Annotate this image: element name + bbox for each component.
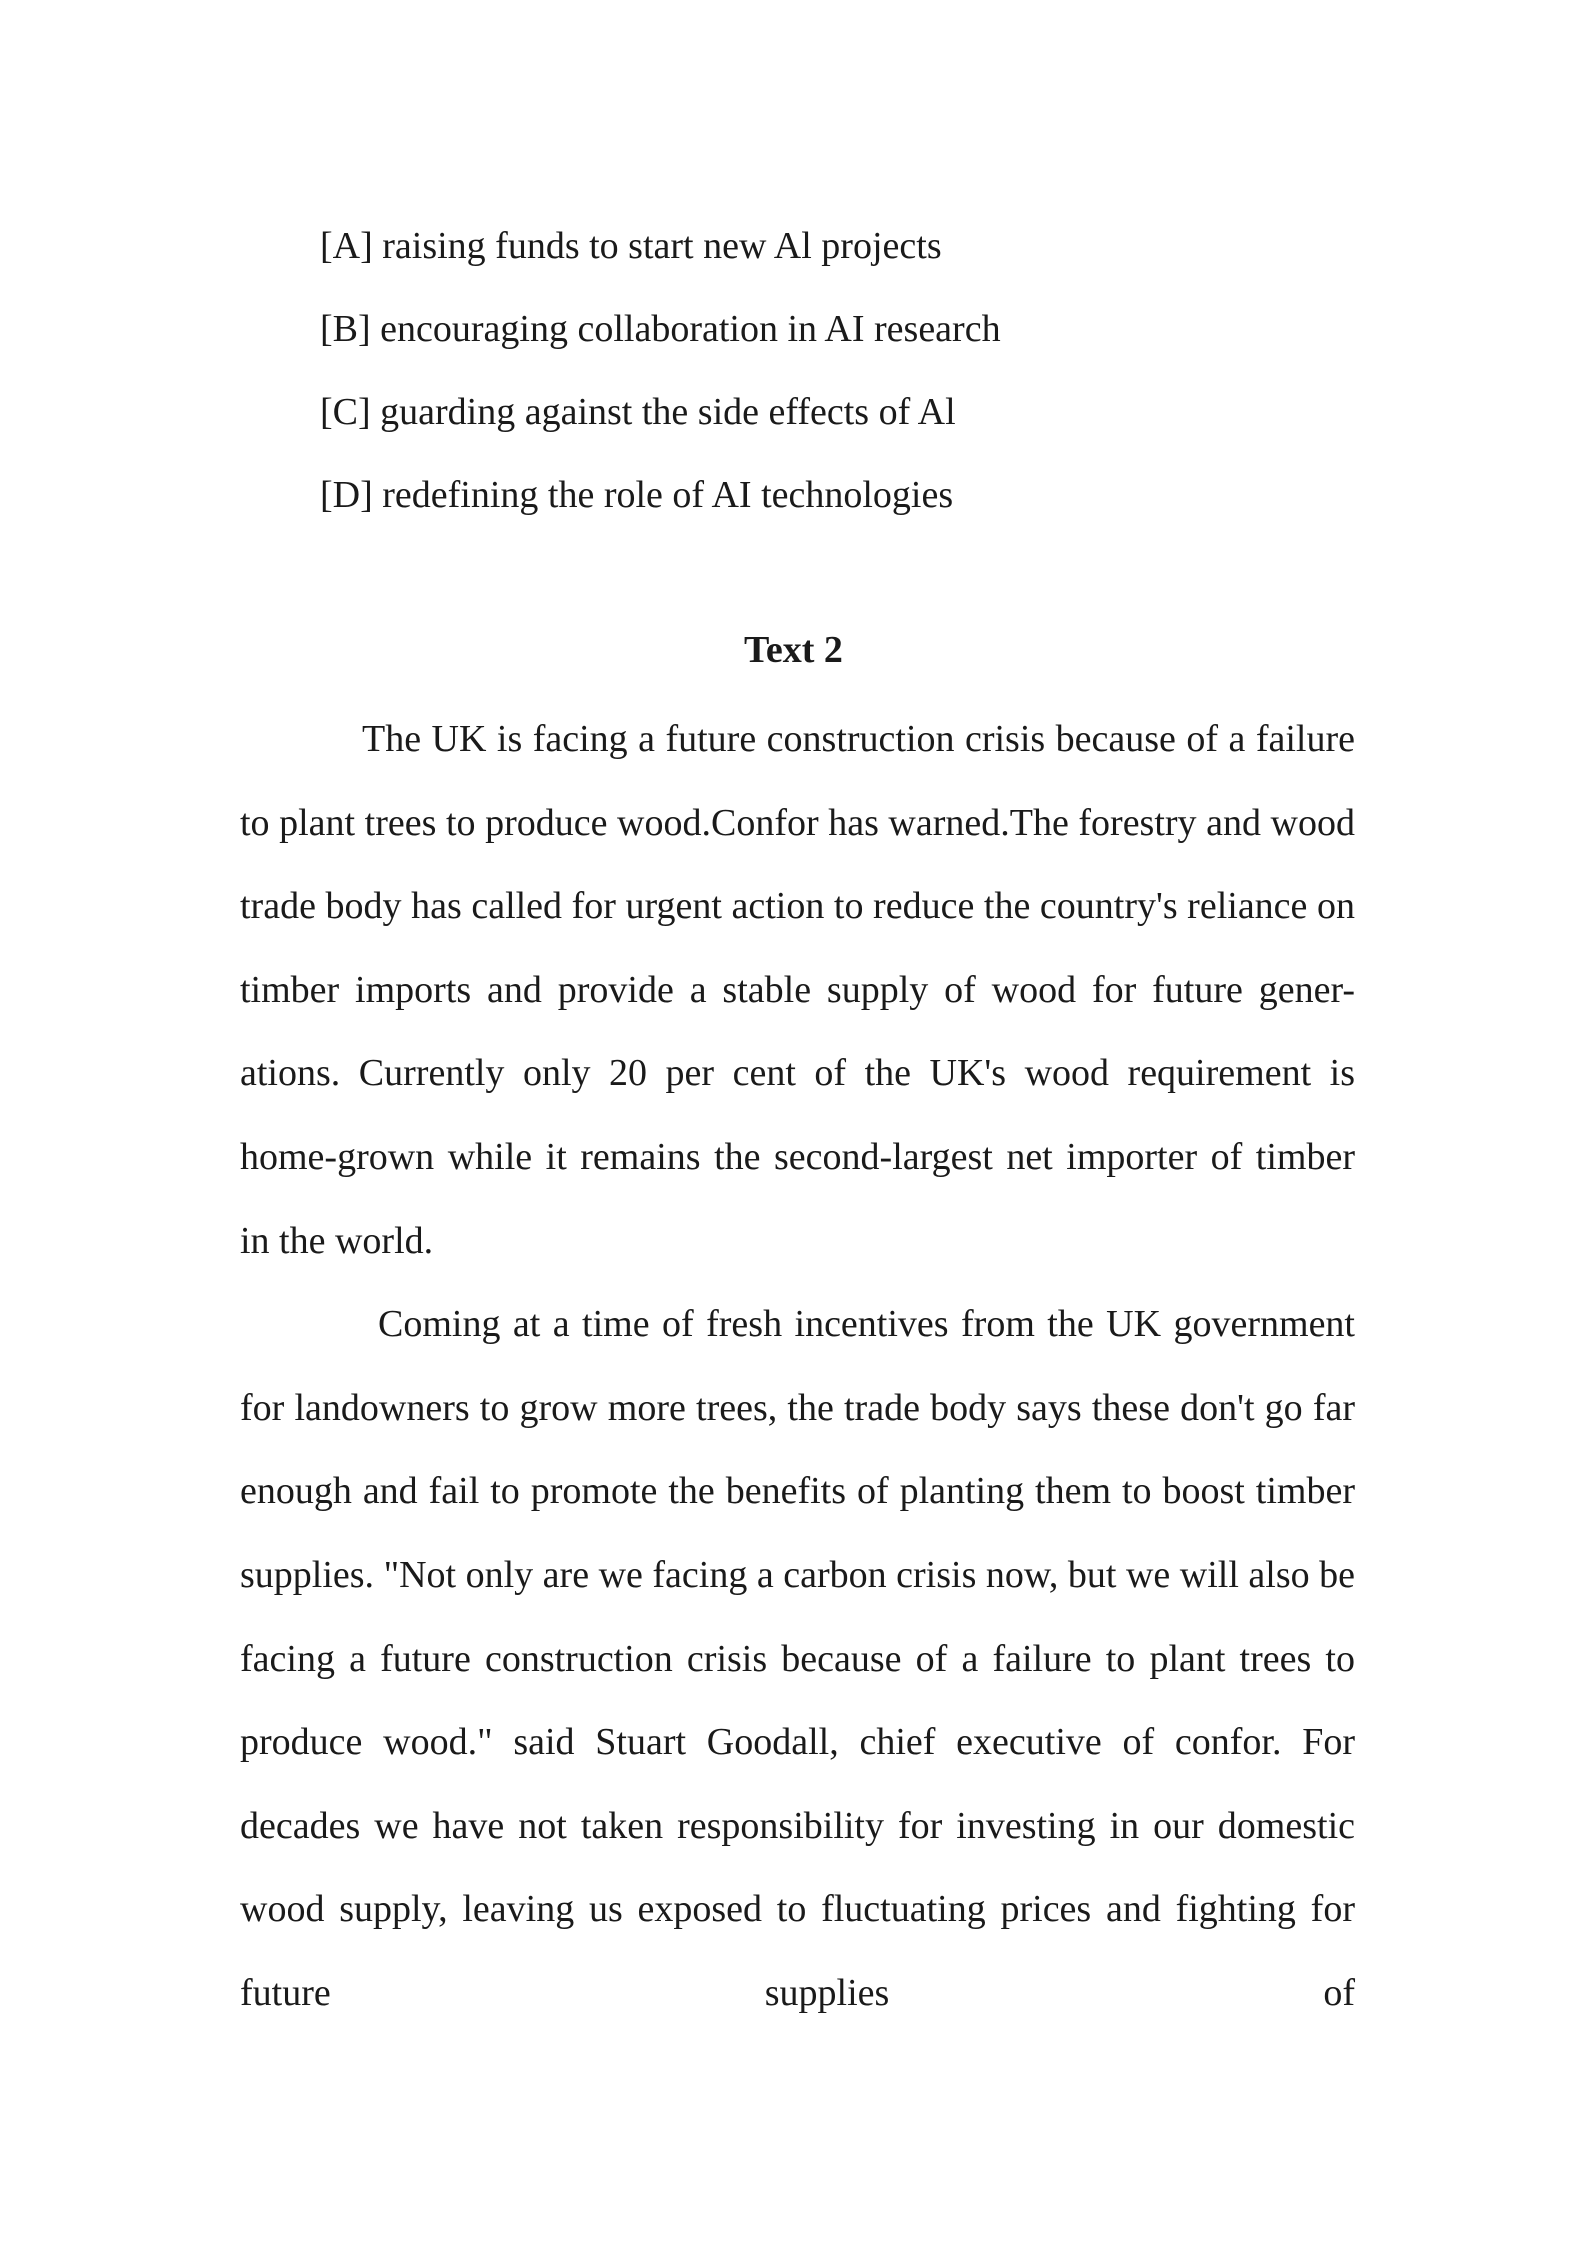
option-c: [C] guarding against the side effects of Al: [320, 391, 956, 433]
option-d: [D] redefining the role of AI technologies: [320, 474, 954, 516]
paragraph-1: The UK is facing a future construction crisis because of a failure to plant trees to produce wood.Confor has warned.The forestry and wood trade body has called for urgent action to reduce the country's reliance on timber imports and provide a stable supply of wood for future gener-ations. Currently only 20 per cent of the UK's wood requirement is home-grown while it remains the second-largest net importer of timber in the world.: [240, 718, 1355, 1262]
option-a: [A] raising funds to start new Al projects: [320, 225, 942, 267]
paragraph-2: Coming at a time of fresh incentives from the UK government for landowners to grow more trees, the trade body says these don't go far enough and fail to promote the benefits of planting them to boost timber supplies. "Not only are we facing a carbon crisis now, but we will also be facing a future construction crisis because of a failure to plant trees to produce wood." said Stuart Goodall, chief executive of confor. For decades we have not taken responsibility for investing in our domestic wood supply, leaving us exposed to fluctuating prices and fighting for future supplies of: [240, 1303, 1355, 2014]
section-title: Text 2: [744, 629, 843, 671]
option-b: [B] encouraging collaboration in AI research: [320, 308, 1001, 350]
passage-body: [240, 698, 1355, 2036]
answer-options: [320, 205, 1420, 537]
